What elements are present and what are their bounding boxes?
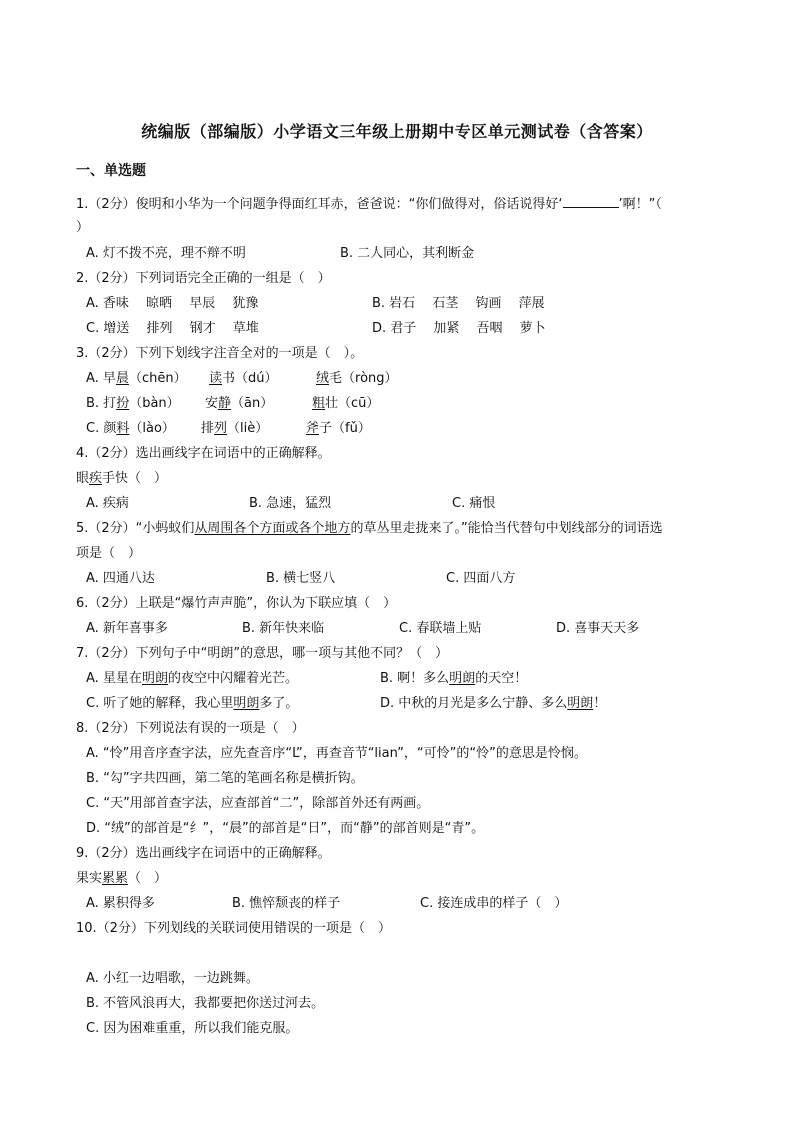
- q3-c3-post: 子（fǔ）: [319, 421, 371, 436]
- q3-c1-post: （lào）: [129, 421, 175, 436]
- question-5-stem: [76, 520, 663, 538]
- question-3-option-c-3: [306, 420, 371, 438]
- q7-c-pre: C. 听了她的解释，我心里: [86, 696, 234, 711]
- q7-a-pre: A. 星星在: [86, 671, 142, 686]
- question-8-option-d: D. “绒”的部首是“纟”，“晨”的部首是“日”，而“静”的部首则是“青”。: [86, 821, 485, 836]
- question-6-option-c: C. 春联墙上贴: [399, 621, 482, 636]
- question-9-option-b: B. 憔悴颓丧的样子: [232, 896, 341, 911]
- question-4-stem: 4.（2分）选出画线字在词语中的正确解释。: [76, 446, 331, 461]
- question-3-option-b-3: [312, 395, 379, 413]
- question-10-option-a: A. 小红一边唱歌，一边跳舞。: [86, 971, 259, 986]
- question-5-stem-2: 项是（ ）: [76, 546, 142, 561]
- q3-a1-pre: A. 早: [86, 371, 116, 386]
- question-3-stem: 3.（2分）下列下划线字注音全对的一项是（ ）。: [76, 346, 364, 361]
- q3-a1-post: （chēn）: [128, 371, 187, 386]
- question-10-stem: 10.（2分）下列划线的关联词使用错误的一项是（ ）: [76, 921, 391, 936]
- question-1-text-b: ’啊！”（: [618, 197, 662, 212]
- q3-c1-underlined: 料: [116, 421, 130, 436]
- question-3-option-a-2: [209, 370, 278, 388]
- question-4-word: [76, 470, 167, 488]
- page-title: 统编版（部编版）小学语文三年级上册期中专区单元测试卷（含答案）: [141, 122, 653, 141]
- question-2-stem: 2.（2分）下列词语完全正确的一组是（ ）: [76, 271, 331, 286]
- q9-word-post: （ ）: [128, 871, 168, 886]
- question-8-option-b: B. “勾”字共四画，第二笔的笔画名称是横折钩。: [86, 771, 364, 786]
- q7-d-pre: D. 中秋的月光是多么宁静、多么: [380, 696, 568, 711]
- question-1-option-b: B. 二人同心，其利断金: [340, 246, 475, 261]
- q3-b1-underlined: 扮: [116, 396, 130, 411]
- q5-stem-underlined: 从周围各个方面或各个地方: [194, 521, 351, 536]
- question-3-option-b: [86, 395, 180, 413]
- question-10-option-c: C. 因为困难重重，所以我们能克服。: [86, 1021, 299, 1036]
- question-6-option-d: D. 喜事天天多: [556, 621, 640, 636]
- question-9-option-c: C. 接连成串的样子（ ）: [420, 896, 568, 911]
- q7-b-underlined: 明朗: [449, 671, 476, 686]
- q3-b2-pre: 安: [205, 396, 219, 411]
- question-2-option-d: D. 君子 加紧 吾咽 萝卜: [372, 321, 546, 336]
- question-5-option-a: A. 四通八达: [86, 571, 155, 586]
- q3-a3-post: 毛（ròng）: [329, 371, 398, 386]
- question-3-option-a-3: [316, 370, 398, 388]
- q4-word-underlined: 疾: [89, 471, 103, 486]
- q5-stem-pre: 5.（2分）“小蚂蚁们: [76, 521, 195, 536]
- question-2-option-b: B. 岩石 石茎 钩画 萍展: [372, 296, 545, 311]
- question-2-option-c: C. 增送 排列 钢才 草堆: [86, 321, 259, 336]
- section-heading: 一、单选题: [76, 163, 146, 179]
- question-4-option-c: C. 痛恨: [452, 496, 496, 511]
- q7-a-post: 的夜空中闪耀着光芒。: [167, 671, 298, 686]
- q3-a1-underlined: 晨: [115, 371, 129, 386]
- q7-b-pre: B. 啊！多么: [380, 671, 450, 686]
- q7-c-post: 多了。: [259, 696, 299, 711]
- question-1-stem-end: ）: [76, 220, 90, 235]
- q3-b3-post: 壮（cū）: [325, 396, 380, 411]
- question-1-stem: [76, 195, 662, 214]
- question-7-option-b: [380, 670, 527, 688]
- q3-a2-underlined: 读: [209, 371, 223, 386]
- q4-word-post: 手快（ ）: [102, 471, 168, 486]
- question-10-option-b: B. 不管风浪再大，我都要把你送过河去。: [86, 996, 325, 1011]
- q3-c2-post: （liè）: [227, 421, 269, 436]
- q3-c2-underlined: 列: [214, 421, 228, 436]
- q3-a3-underlined: 绒: [316, 371, 330, 386]
- question-5-option-b: B. 横七竖八: [266, 571, 336, 586]
- question-3-option-c-2: [201, 420, 268, 438]
- q7-c-underlined: 明朗: [233, 696, 260, 711]
- question-7-option-c: [86, 695, 298, 713]
- q3-c1-pre: C. 颜: [86, 421, 117, 436]
- question-7-option-d: [380, 695, 606, 713]
- question-5-option-c: C. 四面八方: [446, 571, 516, 586]
- question-7-option-a: [86, 670, 298, 688]
- question-3-option-a: [86, 370, 187, 388]
- question-7-stem: 7.（2分）下列句子中“明朗”的意思，哪一项与其他不同？（ ）: [76, 646, 449, 661]
- q3-c2-pre: 排: [201, 421, 215, 436]
- q4-word-pre: 眼: [76, 471, 90, 486]
- question-3-option-c: [86, 420, 175, 438]
- question-9-option-a: A. 累积得多: [86, 896, 155, 911]
- q3-b3-underlined: 粗: [312, 396, 326, 411]
- question-2-option-a: A. 香味 晾晒 早辰 犹豫: [86, 296, 259, 311]
- q7-d-post: ！: [593, 696, 607, 711]
- q3-b2-post: （ān）: [231, 396, 274, 411]
- question-9-word: [76, 870, 167, 888]
- q3-a2-post: 书（dú）: [222, 371, 278, 386]
- q3-b1-post: （bàn）: [129, 396, 180, 411]
- q3-c3-underlined: 斧: [306, 421, 320, 436]
- q5-stem-post: 的草丛里走拢来了。”能恰当代替句中划线部分的词语选: [350, 521, 663, 536]
- q3-b1-pre: B. 打: [86, 396, 117, 411]
- q7-a-underlined: 明朗: [141, 671, 168, 686]
- question-8-option-c: C. “天”用部首查字法，应查部首“二”，除部首外还有两画。: [86, 796, 430, 811]
- q3-b2-underlined: 静: [218, 396, 232, 411]
- question-6-stem: 6.（2分）上联是“爆竹声声脆”，你认为下联应填（ ）: [76, 596, 397, 611]
- question-4-option-b: B. 急速，猛烈: [249, 496, 332, 511]
- question-6-option-a: A. 新年喜事多: [86, 621, 168, 636]
- question-3-option-b-2: [205, 395, 273, 413]
- question-1-text-a: 1.（2分）俊明和小华为一个问题争得面红耳赤，爸爸说：“你们做得对，俗话说得好‘: [76, 197, 563, 212]
- question-4-option-a: A. 疾病: [86, 496, 129, 511]
- question-1-blank: [563, 195, 619, 208]
- q7-d-underlined: 明朗: [567, 696, 594, 711]
- question-1-option-a: A. 灯不拨不亮，理不辩不明: [86, 246, 246, 261]
- question-8-stem: 8.（2分）下列说法有误的一项是（ ）: [76, 721, 305, 736]
- q9-word-pre: 果实: [76, 871, 103, 886]
- q9-word-underlined: 累累: [102, 871, 129, 886]
- question-8-option-a: A. “怜”用音序查字法，应先查音序“L”，再查音节“lian”，“可怜”的“怜”的意思是怜悯。: [86, 746, 587, 761]
- q7-b-post: 的天空！: [475, 671, 528, 686]
- question-9-stem: 9.（2分）选出画线字在词语中的正确解释。: [76, 846, 331, 861]
- question-6-option-b: B. 新年快来临: [242, 621, 325, 636]
